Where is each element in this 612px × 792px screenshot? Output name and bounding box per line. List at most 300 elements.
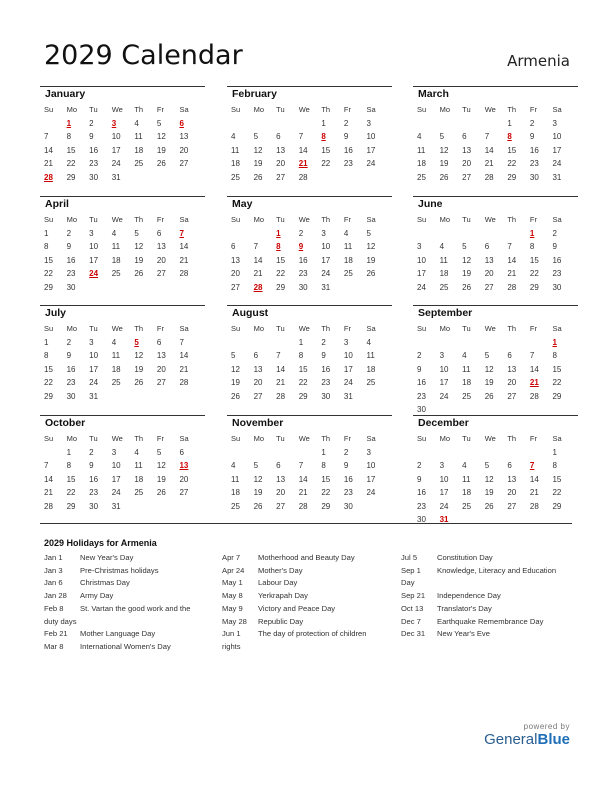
week-row: [231, 240, 389, 254]
weekday-label: Su: [417, 105, 427, 114]
date-cell: 1: [44, 228, 49, 238]
date-cell: 9: [321, 351, 326, 360]
holiday-item: [44, 628, 214, 641]
week-row: [231, 363, 389, 377]
date-cell: [485, 446, 508, 460]
date-cell: 16: [298, 255, 308, 265]
date-cell: 24: [439, 391, 449, 401]
date-cell: 12: [439, 145, 449, 155]
date-cell: [462, 513, 485, 527]
week-row: [417, 459, 575, 473]
date-cell: 19: [253, 159, 263, 168]
holiday-name: St. Vartan the good work and the: [80, 603, 191, 613]
weekday-label: Th: [134, 215, 144, 224]
holiday-item: [222, 603, 392, 616]
holiday-date-label: Oct 13: [401, 603, 424, 613]
holiday-name: Motherhood and Beauty Day: [258, 553, 355, 562]
date-cell: [417, 117, 440, 131]
holiday-item: [222, 590, 392, 603]
date-cell: 15: [552, 364, 562, 374]
weekday-label: Mo: [439, 215, 450, 224]
weekday-label: Th: [507, 324, 517, 333]
holiday-item: [401, 628, 571, 641]
date-cell: 7: [298, 132, 304, 141]
week-row: [417, 376, 575, 390]
date-cell: [134, 281, 157, 295]
date-cell: 17: [552, 145, 562, 155]
weekday-label: Mo: [253, 324, 264, 333]
date-cell: 10: [111, 132, 121, 141]
date-cell: 24: [417, 282, 426, 292]
month-rule: [40, 86, 205, 87]
date-cell: 10: [439, 364, 449, 374]
date-cell: 18: [417, 159, 426, 168]
week-row: [44, 240, 202, 254]
date-cell: 22: [529, 269, 539, 278]
date-cell: 1: [507, 118, 512, 128]
date-cell: 19: [462, 269, 472, 278]
date-cell: 27: [156, 269, 166, 278]
date-cell: 28: [179, 378, 189, 387]
month-name: August: [232, 307, 269, 319]
date-cell: 27: [462, 172, 472, 182]
weekday-label: Sa: [179, 215, 189, 224]
date-cell: 20: [507, 488, 517, 497]
date-cell: 19: [484, 378, 494, 387]
weekday-label: Tu: [89, 105, 98, 114]
date-cell: [134, 390, 157, 404]
holiday-item: [44, 603, 214, 616]
date-cell: 20: [507, 378, 517, 387]
date-cell: 15: [529, 255, 539, 265]
date-cell: 17: [366, 145, 376, 155]
date-cell: 20: [253, 378, 263, 387]
date-cell: 22: [507, 159, 517, 168]
date-cell: 6: [156, 337, 162, 347]
week-row: [231, 254, 389, 268]
date-cell: 30: [552, 282, 562, 292]
date-cell: 4: [462, 351, 467, 360]
date-cell: 28: [298, 501, 308, 511]
date-cell: [134, 500, 157, 514]
date-cell: 6: [276, 461, 281, 470]
date-cell: 5: [253, 132, 259, 141]
holiday-item: [222, 628, 392, 641]
holiday-item: [401, 577, 571, 590]
powered-by-text: powered by: [523, 722, 570, 731]
date-cell: [321, 171, 344, 185]
date-cell: 20: [484, 269, 494, 278]
holiday-date-label: Apr 24: [222, 565, 245, 575]
date-cell: 25: [231, 172, 240, 182]
holiday-column: [401, 552, 571, 641]
month-rule: [40, 196, 205, 197]
holiday-name: duty days: [44, 616, 77, 626]
country-label: Armenia: [507, 52, 570, 70]
date-cell: 18: [439, 269, 449, 278]
weekday-label: Su: [231, 324, 241, 333]
date-cell: 24: [439, 501, 449, 511]
holiday-date-label: May 1: [222, 578, 243, 588]
date-cell: 1: [298, 337, 304, 347]
date-cell: 1: [552, 447, 557, 457]
date-cell: 31: [111, 501, 121, 511]
date-cell: 2: [89, 447, 94, 457]
week-row: [44, 390, 202, 404]
holiday-date-label: May 28: [222, 616, 247, 626]
holiday-date-label: Sep 21: [401, 591, 426, 601]
date-cell: 18: [134, 474, 144, 484]
date-cell: 30: [343, 501, 353, 511]
weekday-label: We: [484, 324, 496, 333]
date-cell: 30: [89, 501, 99, 511]
date-cell: 17: [343, 364, 353, 374]
weekday-label: Tu: [89, 215, 98, 224]
date-cell: 17: [111, 474, 121, 484]
date-cell: [507, 513, 530, 527]
holiday-name: Independence Day: [437, 591, 501, 601]
date-cell: [254, 117, 277, 131]
date-cell: 13: [276, 474, 286, 484]
date-cell: [231, 227, 254, 241]
date-cell: 18: [231, 488, 240, 497]
week-row: [44, 171, 202, 185]
date-cell: 11: [134, 132, 143, 141]
weekday-label: Su: [44, 434, 54, 443]
weekday-label: Sa: [366, 215, 376, 224]
date-cell: 13: [484, 255, 494, 265]
week-row: [44, 500, 202, 514]
weekday-label: Mo: [66, 324, 77, 333]
weekday-label: Th: [321, 105, 331, 114]
weekday-label: Tu: [462, 324, 471, 333]
weekday-label: Tu: [462, 105, 471, 114]
date-cell: [157, 500, 180, 514]
holiday-item: [222, 552, 392, 565]
date-cell: [507, 336, 530, 350]
month-name: June: [418, 198, 443, 210]
date-cell: [344, 281, 367, 295]
holiday-item: [401, 616, 571, 629]
date-cell: 30: [417, 405, 426, 414]
date-cell: 4: [462, 461, 467, 470]
holiday-date-label: Jan 6: [44, 578, 63, 588]
date-cell: 11: [111, 351, 121, 360]
holiday-date-label: May 9: [222, 603, 243, 613]
week-row: [44, 254, 202, 268]
week-row: [231, 281, 389, 295]
holiday-name: Earthquake Remembrance Day: [437, 616, 544, 626]
holiday-item: [44, 565, 214, 578]
date-cell: [179, 281, 202, 295]
week-row: [231, 349, 389, 363]
date-cell: [366, 281, 389, 295]
date-cell: 26: [253, 172, 263, 182]
date-cell: 8: [44, 351, 49, 360]
month-rule: [413, 415, 578, 416]
date-cell: 19: [156, 474, 166, 484]
date-cell: 4: [231, 461, 236, 470]
date-cell: 3: [417, 242, 422, 251]
date-cell: 13: [507, 364, 517, 374]
date-cell: 24: [343, 378, 353, 387]
date-cell: 15: [66, 145, 76, 155]
date-cell: [231, 446, 254, 460]
date-cell: 10: [89, 351, 99, 360]
date-cell: [134, 171, 157, 185]
week-row: [44, 376, 202, 390]
date-cell: [89, 281, 112, 295]
holiday-item: [222, 616, 392, 629]
date-cell: 15: [507, 145, 517, 155]
date-cell: 8: [66, 132, 72, 141]
week-row: [417, 227, 575, 241]
holiday-date-label: Jul 5: [401, 553, 418, 562]
holiday-item: [44, 577, 214, 590]
weekday-label: Mo: [439, 105, 450, 114]
date-cell: 15: [44, 255, 53, 265]
week-row: [417, 254, 575, 268]
weekday-label: Fr: [156, 324, 164, 333]
date-cell: 15: [66, 474, 76, 484]
weekday-label: Fr: [529, 105, 537, 114]
date-cell: 4: [439, 242, 445, 251]
date-cell: 11: [134, 461, 143, 470]
holiday-name: Mother Language Day: [80, 629, 156, 639]
date-cell: [157, 171, 180, 185]
date-cell: 3: [343, 337, 349, 347]
date-cell: [440, 336, 463, 350]
date-cell: 24: [111, 488, 121, 497]
date-cell: 29: [529, 282, 539, 292]
weekday-label: Mo: [66, 215, 77, 224]
holiday-date: 7: [179, 228, 184, 238]
date-cell: 5: [484, 461, 490, 470]
date-cell: 16: [343, 474, 353, 484]
date-cell: 26: [134, 378, 144, 387]
month-rule: [227, 415, 392, 416]
date-cell: 23: [552, 269, 562, 278]
weekday-label: Tu: [89, 324, 98, 333]
date-cell: 2: [529, 118, 535, 128]
holiday-date-label: Jun 1: [222, 629, 241, 639]
holiday-date: 31: [439, 515, 449, 524]
date-cell: 3: [439, 461, 445, 470]
date-cell: [179, 171, 202, 185]
date-cell: 10: [366, 132, 376, 141]
weekday-label: Sa: [552, 105, 562, 114]
date-cell: 13: [231, 255, 240, 265]
date-cell: 28: [276, 391, 286, 401]
date-cell: 12: [134, 242, 144, 251]
holiday-name: Mother's Day: [258, 565, 303, 575]
date-cell: 26: [366, 269, 376, 278]
date-cell: 21: [179, 364, 189, 374]
date-cell: 10: [417, 255, 426, 265]
holiday-date: 24: [89, 269, 99, 278]
weekday-label: Mo: [253, 105, 264, 114]
date-cell: 14: [529, 474, 539, 484]
footer-logo[interactable]: [484, 722, 570, 748]
date-cell: 16: [66, 364, 76, 374]
date-cell: 6: [231, 242, 236, 251]
date-cell: 29: [66, 501, 76, 511]
weekday-label: Fr: [156, 105, 164, 114]
date-cell: 31: [111, 172, 121, 182]
date-cell: 27: [156, 378, 166, 387]
weekday-header: [44, 322, 202, 336]
date-cell: 8: [529, 242, 535, 251]
month-name: September: [418, 307, 473, 319]
date-cell: 15: [321, 145, 331, 155]
weekday-header: [44, 103, 202, 117]
date-cell: 5: [484, 351, 490, 360]
date-cell: 10: [552, 132, 562, 141]
date-cell: 17: [417, 269, 426, 278]
date-cell: 11: [462, 474, 471, 484]
date-cell: 22: [298, 378, 308, 387]
week-row: [44, 473, 202, 487]
date-cell: 28: [484, 172, 494, 182]
week-row: [231, 227, 389, 241]
date-cell: 15: [44, 364, 53, 374]
weekday-label: Su: [231, 105, 241, 114]
holiday-date: 6: [179, 118, 184, 128]
week-row: [231, 500, 389, 514]
date-cell: 25: [343, 269, 353, 278]
date-cell: 29: [44, 391, 53, 401]
date-cell: 12: [484, 474, 494, 484]
weekday-label: We: [111, 105, 123, 114]
week-row: [231, 473, 389, 487]
date-cell: 30: [529, 172, 539, 182]
weekday-label: Sa: [179, 105, 189, 114]
date-cell: 23: [321, 378, 331, 387]
date-cell: 22: [276, 269, 286, 278]
date-cell: 14: [179, 242, 189, 251]
month-name: July: [45, 307, 67, 319]
date-cell: 25: [462, 391, 472, 401]
date-cell: 11: [231, 474, 240, 484]
date-cell: 13: [507, 474, 517, 484]
date-cell: 13: [276, 145, 286, 155]
weekday-label: We: [111, 434, 123, 443]
date-cell: 14: [44, 145, 53, 155]
date-cell: 15: [276, 255, 286, 265]
month-name: March: [418, 88, 449, 100]
holiday-column: [44, 552, 214, 654]
date-cell: 27: [507, 501, 517, 511]
date-cell: [440, 446, 463, 460]
date-cell: 3: [552, 118, 557, 128]
date-cell: [440, 227, 463, 241]
week-row: [417, 157, 575, 171]
date-cell: 13: [156, 351, 166, 360]
date-cell: 14: [529, 364, 539, 374]
week-row: [44, 486, 202, 500]
holiday-name: International Women's Day: [80, 641, 171, 651]
date-cell: 25: [439, 282, 449, 292]
date-cell: 25: [111, 269, 121, 278]
date-cell: 24: [321, 269, 331, 278]
date-cell: 18: [462, 488, 472, 497]
date-cell: 28: [529, 391, 539, 401]
date-cell: 26: [484, 501, 494, 511]
date-cell: [299, 117, 322, 131]
date-cell: 15: [298, 364, 308, 374]
date-cell: 12: [462, 255, 472, 265]
date-cell: 14: [179, 351, 189, 360]
holiday-name: The day of protection of children: [258, 629, 367, 639]
weekday-label: We: [298, 434, 310, 443]
date-cell: [344, 171, 367, 185]
date-cell: 18: [134, 145, 144, 155]
holiday-name: Victory and Peace Day: [258, 603, 336, 613]
weekday-label: Su: [417, 434, 427, 443]
date-cell: [417, 227, 440, 241]
week-row: [231, 486, 389, 500]
weekday-label: Tu: [462, 434, 471, 443]
date-cell: 27: [253, 391, 263, 401]
date-cell: 26: [462, 282, 472, 292]
week-row: [231, 376, 389, 390]
date-cell: 21: [44, 488, 53, 497]
weekday-label: Fr: [529, 215, 537, 224]
date-cell: [462, 117, 485, 131]
holiday-date: 7: [529, 461, 535, 470]
date-cell: 10: [366, 461, 376, 470]
date-cell: 20: [179, 474, 189, 484]
date-cell: 31: [552, 172, 562, 182]
date-cell: [530, 336, 553, 350]
month-name: December: [418, 417, 469, 429]
date-cell: [231, 336, 254, 350]
holiday-name: Translator's Day: [437, 603, 492, 613]
weekday-header: [231, 103, 389, 117]
holiday-date-label: May 8: [222, 591, 243, 601]
date-cell: 23: [298, 269, 308, 278]
date-cell: 21: [44, 159, 53, 168]
date-cell: 2: [89, 118, 94, 128]
holiday-item: [44, 552, 214, 565]
date-cell: [417, 446, 440, 460]
month-name: May: [232, 198, 253, 210]
weekday-label: Mo: [439, 324, 450, 333]
holiday-name: Day: [401, 578, 415, 588]
date-cell: 9: [417, 364, 422, 374]
date-cell: 25: [366, 378, 376, 387]
holiday-date-label: Sep 1: [401, 565, 421, 575]
holiday-item: [222, 641, 392, 654]
date-cell: 13: [462, 145, 472, 155]
holiday-date: 21: [298, 159, 308, 168]
holiday-item: [401, 552, 571, 565]
date-cell: 16: [321, 364, 331, 374]
week-row: [417, 349, 575, 363]
date-cell: [552, 513, 575, 527]
date-cell: 23: [89, 159, 99, 168]
date-cell: [179, 390, 202, 404]
date-cell: 9: [529, 132, 535, 141]
date-cell: 4: [343, 228, 349, 238]
date-cell: 29: [66, 172, 76, 182]
date-cell: 29: [552, 391, 562, 401]
date-cell: 4: [134, 118, 139, 128]
date-cell: 12: [484, 364, 494, 374]
date-cell: 12: [134, 351, 144, 360]
holiday-name: New Year's Day: [80, 553, 134, 562]
date-cell: 12: [253, 145, 263, 155]
